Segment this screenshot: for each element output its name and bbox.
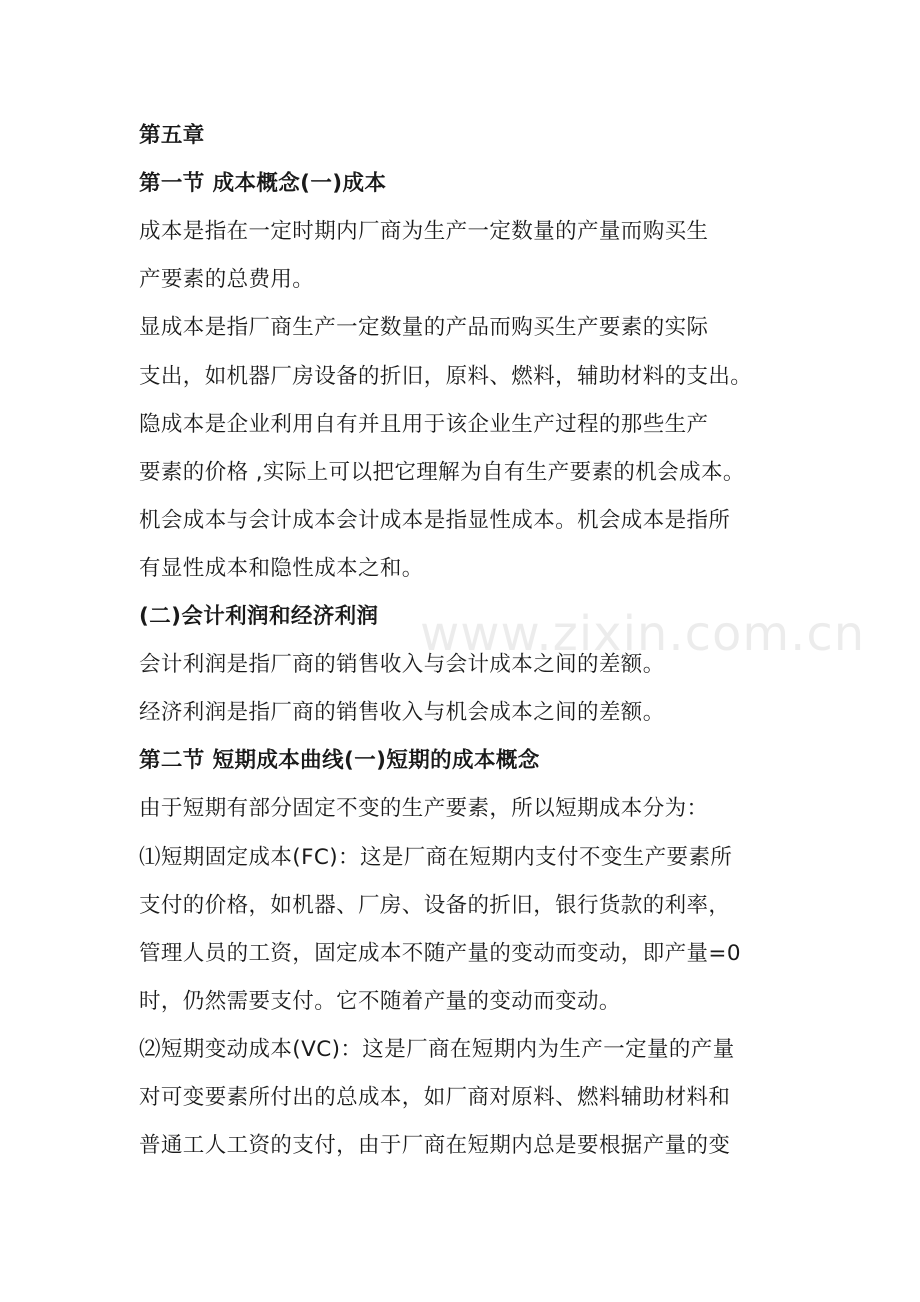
paragraph-line: 成本是指在一定时期内厂商为生产一定数量的产量而购买生 xyxy=(139,219,709,245)
paragraph-line: 时，仍然需要支付。它不随着产量的变动而变动。 xyxy=(139,988,621,1014)
heading-line: (二)会计利润和经济利润 xyxy=(139,604,379,629)
heading-line: 第二节 短期成本曲线(一)短期的成本概念 xyxy=(139,748,540,774)
watermark: www.zixin.com.cn xyxy=(420,606,866,662)
paragraph-line: 会计利润是指厂商的销售收入与会计成本之间的差额。 xyxy=(139,652,665,678)
paragraph-line: 普通工人工资的支付，由于厂商在短期内总是要根据产量的变 xyxy=(139,1133,731,1159)
paragraph-line: 机会成本与会计成本会计成本是指显性成本。机会成本是指所 xyxy=(139,507,731,533)
paragraph-line: 隐成本是企业利用自有并且用于该企业生产过程的那些生产 xyxy=(139,411,709,437)
paragraph-line: 管理人员的工资，固定成本不随产量的变动而变动，即产量=0 xyxy=(139,940,741,966)
paragraph-line: 产要素的总费用。 xyxy=(139,267,315,293)
paragraph-line: 对可变要素所付出的总成本，如厂商对原料、燃料辅助材料和 xyxy=(139,1085,731,1110)
paragraph-line: ⑴短期固定成本(FC)：这是厂商在短期内支付不变生产要素所 xyxy=(139,844,733,870)
paragraph-line: 显成本是指厂商生产一定数量的产品而购买生产要素的实际 xyxy=(139,315,709,341)
heading-line: 第一节 成本概念(一)成本 xyxy=(139,171,387,197)
paragraph-line: 由于短期有部分固定不变的生产要素，所以短期成本分为： xyxy=(139,796,709,822)
paragraph-line: 支出，如机器厂房设备的折旧，原料、燃料，辅助材料的支出。 xyxy=(139,363,753,389)
paragraph-line: ⑵短期变动成本(VC)：这是厂商在短期内为生产一定量的产量 xyxy=(139,1036,735,1062)
paragraph-line: 要素的价格 ,实际上可以把它理解为自有生产要素的机会成本。 xyxy=(139,459,745,485)
paragraph-line: 支付的价格，如机器、厂房、设备的折旧，银行货款的利率， xyxy=(139,892,731,918)
paragraph-line: 经济利润是指厂商的销售收入与机会成本之间的差额。 xyxy=(139,700,665,726)
heading-line: 第五章 xyxy=(139,123,205,148)
paragraph-line: 有显性成本和隐性成本之和。 xyxy=(139,555,424,581)
